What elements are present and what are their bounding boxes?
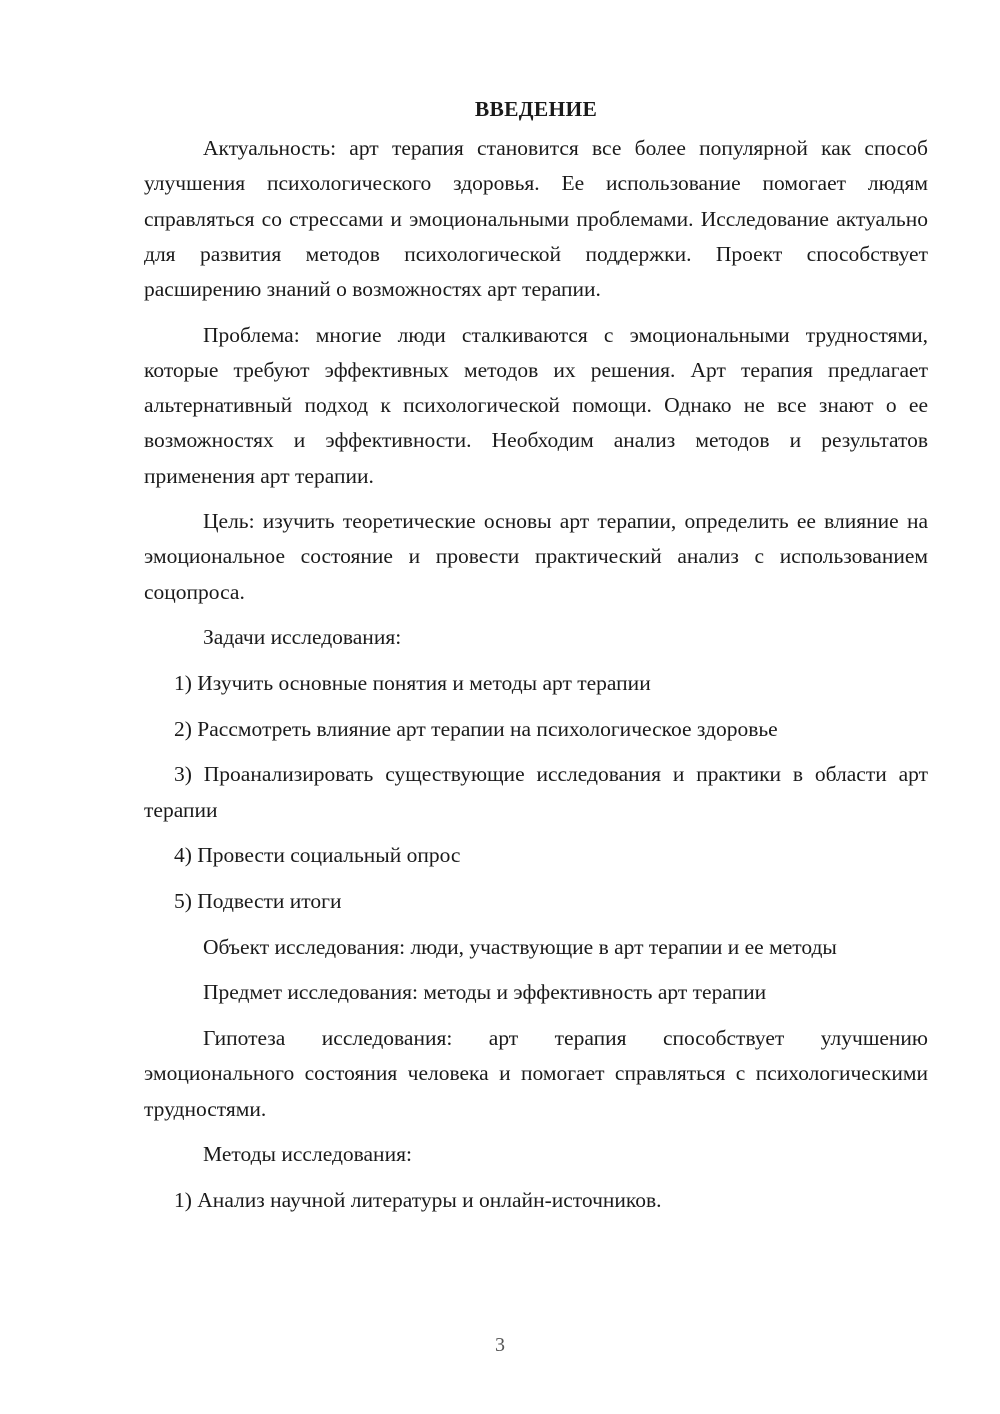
task-item-2: 2) Рассмотреть влияние арт терапии на психологическое здоровье bbox=[174, 716, 778, 741]
relevance-paragraph: Актуальность: арт терапия становится все более популярной как способ улучшения психологического здоровья. Ее использование помогает людям справляться со стрессами и эмоциональными проблемами. Исследование актуально для развития методов психологической поддержки. Проект способствует расширению знаний о возможностях арт терапии. bbox=[144, 136, 928, 302]
hypothesis-paragraph: Гипотеза исследования: арт терапия способствует улучшению эмоционального состояния человека и помогает справляться с психологическими трудностями. bbox=[144, 1026, 928, 1121]
methods-heading: Методы исследования: bbox=[203, 1142, 412, 1167]
goal-paragraph: Цель: изучить теоретические основы арт терапии, определить ее влияние на эмоциональное состояние и провести практический анализ с использованием соцопроса. bbox=[144, 509, 928, 604]
task-item-3: 3) Проанализировать существующие исследования и практики в области арт терапии bbox=[144, 762, 928, 822]
task-item-1: 1) Изучить основные понятия и методы арт терапии bbox=[174, 671, 651, 696]
task-item-5: 5) Подвести итоги bbox=[174, 889, 342, 914]
document-page bbox=[144, 92, 928, 1229]
section-title: ВВЕДЕНИЕ bbox=[474, 97, 598, 121]
method-item-1: 1) Анализ научной литературы и онлайн-источников. bbox=[174, 1187, 662, 1212]
tasks-heading: Задачи исследования: bbox=[203, 625, 402, 650]
page-number: 3 bbox=[495, 1334, 505, 1356]
object-paragraph: Объект исследования: люди, участвующие в арт терапии и ее методы bbox=[203, 934, 837, 959]
problem-paragraph: Проблема: многие люди сталкиваются с эмоциональными трудностями, которые требуют эффективных методов их решения. Арт терапия предлагает альтернативный подход к психологической помощи. Однако не все знают о ее возможностях и эффективности. Необходим анализ методов и результатов применения арт терапии. bbox=[144, 322, 928, 488]
task-item-4: 4) Провести социальный опрос bbox=[174, 843, 461, 868]
subject-paragraph: Предмет исследования: методы и эффективность арт терапии bbox=[203, 980, 767, 1005]
